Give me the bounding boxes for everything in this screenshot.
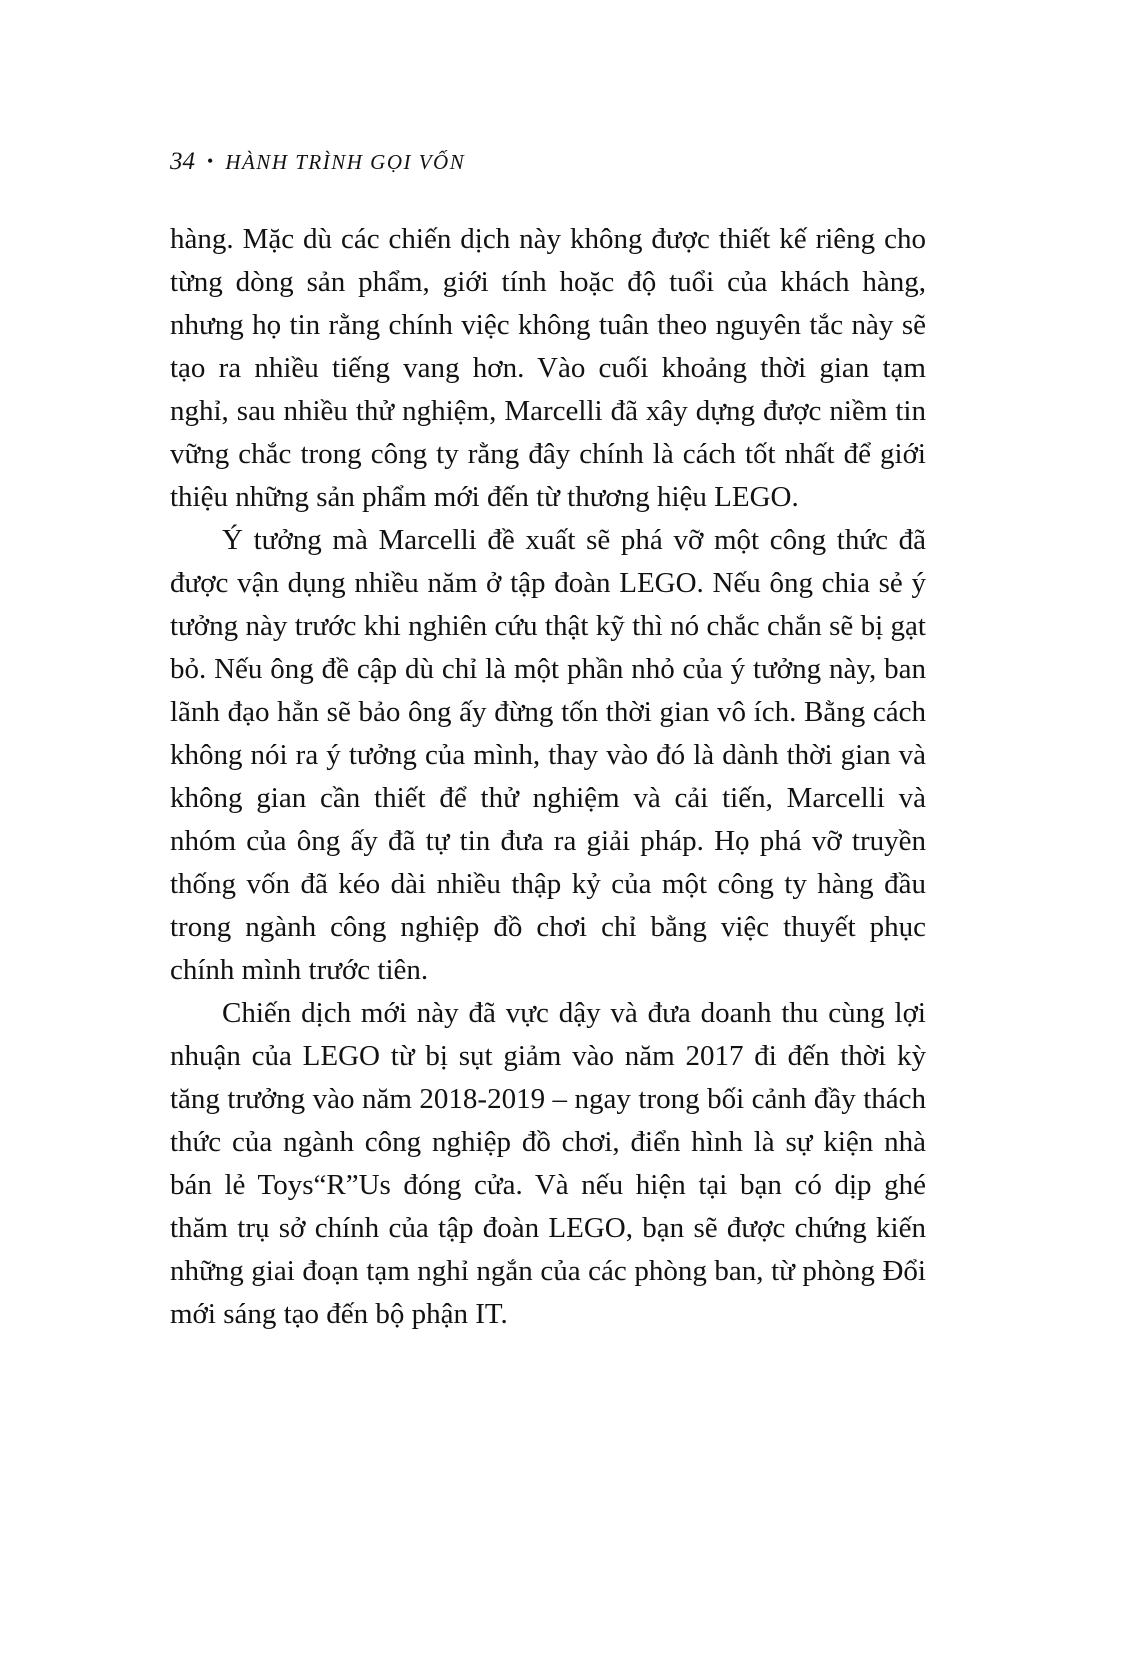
running-title: HÀNH TRÌNH GỌI VỐN xyxy=(225,150,466,174)
page-header xyxy=(170,148,926,176)
page-body xyxy=(170,218,926,1336)
page-number: 34 xyxy=(170,148,195,175)
header-separator-dot: • xyxy=(207,151,214,171)
paragraph-3: Chiến dịch mới này đã vực dậy và đưa doanh thu cùng lợi nhuận của LEGO từ bị sụt giảm vào năm 2017 đi đến thời kỳ tăng trưởng vào năm 2018-2019 – ngay trong bối cảnh đầy thách thức của ngành công nghiệp đồ chơi, điển hình là sự kiện nhà bán lẻ Toys“R”Us đóng cửa. Và nếu hiện tại bạn có dịp ghé thăm trụ sở chính của tập đoàn LEGO, bạn sẽ được chứng kiến những giai đoạn tạm nghỉ ngắn của các phòng ban, từ phòng Đổi mới sáng tạo đến bộ phận IT. xyxy=(170,997,926,1330)
paragraph-1: hàng. Mặc dù các chiến dịch này không được thiết kế riêng cho từng dòng sản phẩm, giới tính hoặc độ tuổi của khách hàng, nhưng họ tin rằng chính việc không tuân theo nguyên tắc này sẽ tạo ra nhiều tiếng vang hơn. Vào cuối khoảng thời gian tạm nghỉ, sau nhiều thử nghiệm, Marcelli đã xây dựng được niềm tin vững chắc trong công ty rằng đây chính là cách tốt nhất để giới thiệu những sản phẩm mới đến từ thương hiệu LEGO. xyxy=(170,223,926,513)
paragraph-2: Ý tưởng mà Marcelli đề xuất sẽ phá vỡ một công thức đã được vận dụng nhiều năm ở tập đoàn LEGO. Nếu ông chia sẻ ý tưởng này trước khi nghiên cứu thật kỹ thì nó chắc chắn sẽ bị gạt bỏ. Nếu ông đề cập dù chỉ là một phần nhỏ của ý tưởng này, ban lãnh đạo hẳn sẽ bảo ông ấy đừng tốn thời gian vô ích. Bằng cách không nói ra ý tưởng của mình, thay vào đó là dành thời gian và không gian cần thiết để thử nghiệm và cải tiến, Marcelli và nhóm của ông ấy đã tự tin đưa ra giải pháp. Họ phá vỡ truyền thống vốn đã kéo dài nhiều thập kỷ của một công ty hàng đầu trong ngành công nghiệp đồ chơi chỉ bằng việc thuyết phục chính mình trước tiên. xyxy=(170,524,926,986)
